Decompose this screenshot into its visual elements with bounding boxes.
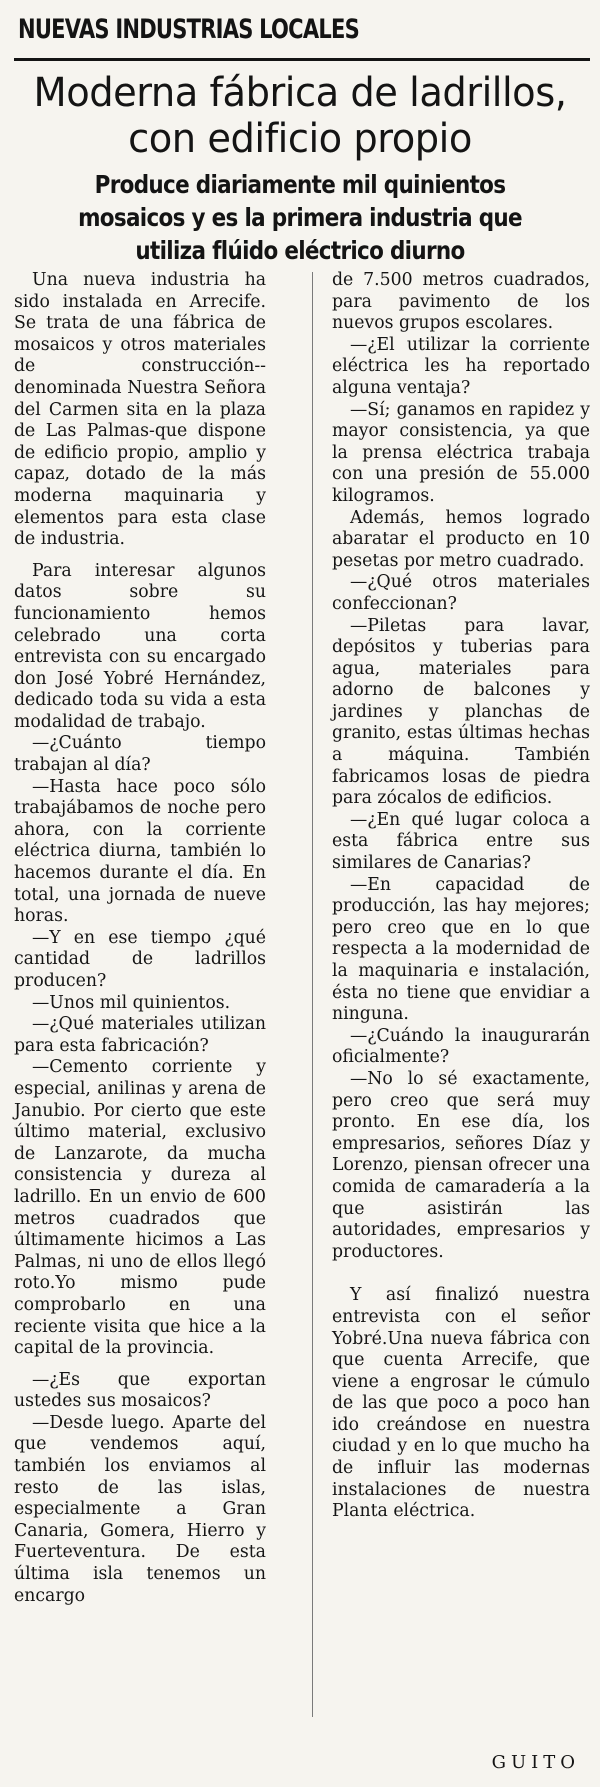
- section-rule: [14, 58, 590, 61]
- column-divider: [312, 272, 313, 1717]
- paragraph: —Unos mil quinientos.: [32, 992, 231, 1013]
- paragraph: —En capacidad de producción, las hay mejores; pero creo que en lo que respecta a la modernidad de la maquinaria e instalación, ésta no tiene que envidiar a ninguna.: [332, 874, 590, 1025]
- article-column-left: [14, 270, 266, 1607]
- paragraph: —¿Qué materiales utilizan para esta fabricación?: [14, 1014, 266, 1056]
- section-label: NUEVAS INDUSTRIAS LOCALES: [18, 14, 360, 45]
- paragraph: —No lo sé exactamente, pero creo que será muy pronto. En ese día, los empresarios, señores Díaz y Lorenzo, piensan ofrecer una comida de camaradería a la que asistirán las autoridades, empresarios y productores.: [332, 1068, 590, 1262]
- paragraph: —¿En qué lugar coloca a esta fábrica entre sus similares de Canarias?: [332, 809, 590, 874]
- paragraph: —¿Cuánto tiempo trabajan al día?: [14, 733, 266, 776]
- paragraph: —¿El utilizar la corriente eléctrica les ha reportado alguna ventaja?: [332, 334, 590, 398]
- paragraph: Y así finalizó nuestra entrevista con el señor Yobré.Una nueva fábrica con que cuenta Arrecife, que viene a engrosar le cúmulo de las que poco a poco han ido creándose en nuestra ciudad y en lo que mucho ha de influir las modernas instalaciones de nuestra Planta eléctrica.: [332, 1285, 590, 1522]
- author-signature: GUITO: [491, 1752, 580, 1773]
- paragraph: Además, hemos logrado abaratar el producto en 10 pesetas por metro cuadrado.: [332, 507, 590, 571]
- article-column-right: [332, 270, 590, 1523]
- paragraph: —Cemento corriente y especial, anilinas y arena de Janubio. Por cierto que este último material, exclusivo de Lanzarote, da mucha consistencia y dureza al ladrillo. En un envio de 600 metros cuadrados que últimamente hicimos a Las Palmas, ni uno de ellos llegó roto.Yo mismo pude comprobarlo en una reciente visita que hice a la capital de la provincia.: [14, 1057, 266, 1359]
- headline: Moderna fábrica de ladrillos, con edificio propio: [33, 70, 567, 162]
- paragraph: de 7.500 metros cuadrados, para pavimento de los nuevos grupos escolares.: [332, 270, 590, 334]
- subheadline: Produce diariamente mil quinientos mosaicos y es la primera industria que utiliza flúido eléctrico diurno: [78, 170, 522, 265]
- paragraph: —Hasta hace poco sólo trabajábamos de noche pero ahora, con la corriente eléctrica diurna, también lo hacemos durante el día. En total, una jornada de nueve horas.: [14, 776, 266, 927]
- paragraph: —Sí; ganamos en rapidez y mayor consistencia, ya que la prensa eléctrica trabaja con una presión de 55.000 kilogramos.: [332, 399, 590, 506]
- paragraph: Para interesar algunos datos sobre su funcionamiento hemos celebrado una corta entrevista con su encargado don José Yobré Hernández, dedicado toda su vida a esta modalidad de trabajo.: [14, 560, 266, 732]
- paragraph: —Piletas para lavar, depósitos y tuberias para agua, materiales para adorno de balcones y jardines y planchas de granito, estas últimas hechas a máquina. También fabricamos losas de piedra para zócalos de edificios.: [332, 615, 590, 809]
- paragraph: —Y en ese tiempo ¿qué cantidad de ladrillos producen?: [14, 927, 266, 991]
- paragraph: —Desde luego. Aparte del que vendemos aquí, también los enviamos al resto de las islas, especialmente a Gran Canaria, Gomera, Hierro y Fuerteventura. De esta última isla tenemos un encargo: [14, 1412, 266, 1606]
- paragraph: —¿Es que exportan ustedes sus mosaicos?: [14, 1369, 266, 1412]
- paragraph: —¿Cuándo la inaugurarán oficialmente?: [332, 1025, 590, 1068]
- paragraph: Una nueva industria ha sido instalada en Arrecife. Se trata de una fábrica de mosaicos y otros materiales de construcción--denominada Nuestra Señora del Carmen sita en la plaza de Las Palmas-que dispone de edificio propio, amplio y capaz, dotado de la más moderna maquinaria y elementos para esta clase de industria.: [14, 270, 266, 550]
- paragraph: —¿Qué otros materiales confeccionan?: [332, 572, 590, 614]
